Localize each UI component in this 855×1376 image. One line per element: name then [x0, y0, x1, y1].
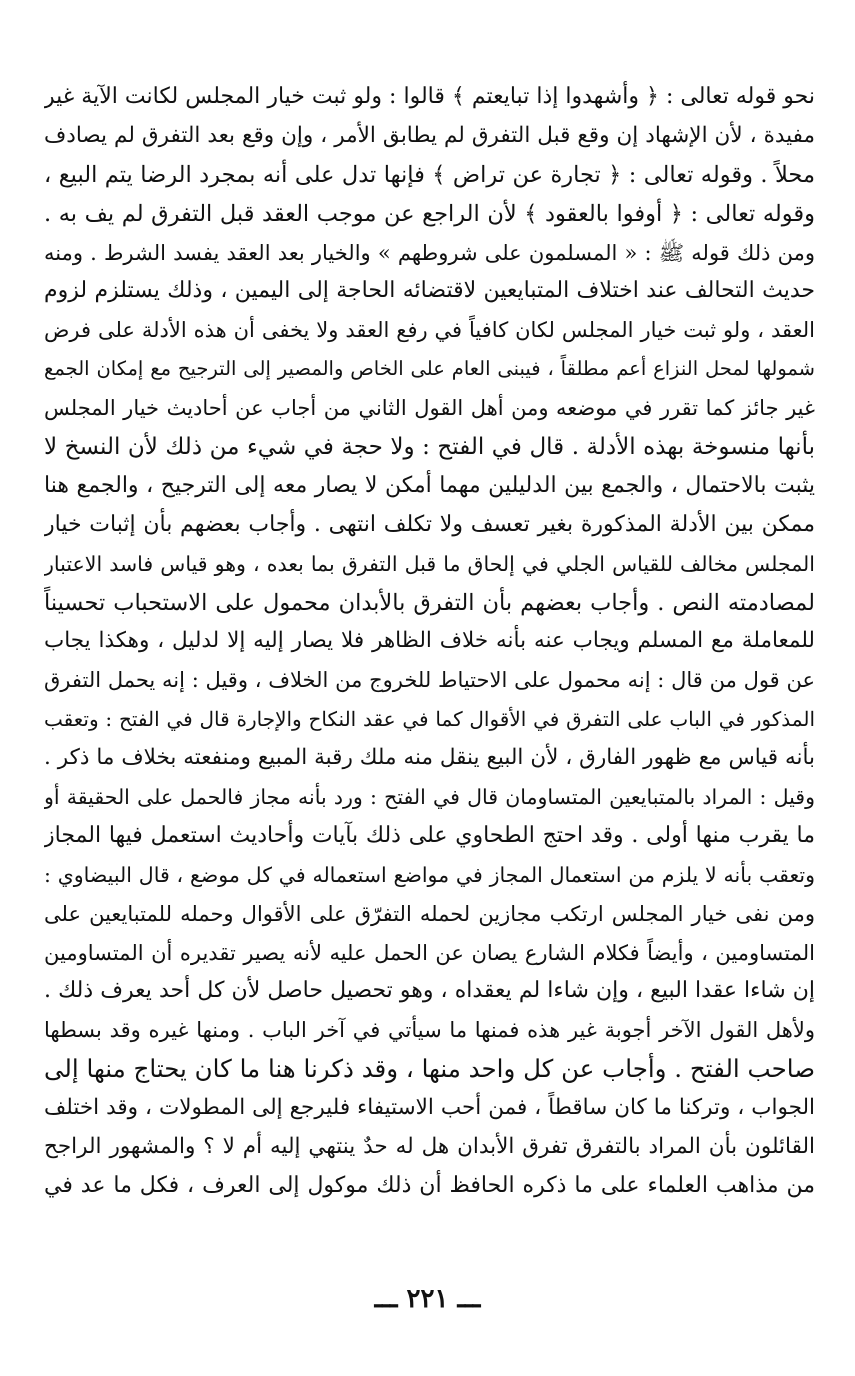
text-line: وقوله تعالى : ﴿ أوفوا بالعقود ﴾ لأن الراجع عن موجب العقد قبل التفرق لم يف به . [44, 200, 815, 227]
text-line: محلاً . وقوله تعالى : ﴿ تجارة عن تراض ﴾ فإنها تدل على أنه بمجرد الرضا يتم البيع ، [44, 161, 815, 188]
text-line: المجلس مخالف للقياس الجلي في إلحاق ما قبل التفرق بما بعده ، وهو قياس فاسد الاعتبار [44, 551, 815, 576]
text-line: العقد ، ولو ثبت خيار المجلس لكان كافياً في رفع العقد ولا يخفى أن هذه الأدلة على فرض [44, 318, 815, 343]
text-line: ولأهل القول الآخر أجوبة غير هذه فمنها ما سيأتي في آخر الباب . ومنها غيره وقد بسطها [44, 1018, 815, 1043]
text-line: القائلون بأن المراد بالتفرق تفرق الأبدان هل له حدٌ ينتهي إليه أم لا ؟ والمشهور الراجح [44, 1134, 815, 1160]
text-line: ممكن بين الأدلة المذكورة بغير تعسف ولا تكلف انتهى . وأجاب بعضهم بأن إثبات خيار [44, 511, 815, 537]
text-line: بأنها منسوخة بهذه الأدلة . قال في الفتح : ولا حجة في شيء من ذلك لأن النسخ لا [44, 434, 815, 461]
text-line: من مذاهب العلماء على ما ذكره الحافظ أن ذلك موكول إلى العرف ، فكل ما عد في [44, 1172, 815, 1198]
text-line: إن شاءا عقدا البيع ، وإن شاءا لم يعقداه ، وهو تحصيل حاصل لأن كل أحد يعرف ذلك . [44, 978, 815, 1004]
text-line: للمعاملة مع المسلم ويجاب عنه بأنه خلاف الظاهر فلا يصار إليه إلا لدليل ، وهكذا يجاب [44, 628, 815, 654]
text-line: بأنه قياس مع ظهور الفارق ، لأن البيع ينقل منه ملك رقبة المبيع ومنفعته بخلاف ما ذكر . [44, 745, 815, 771]
text-line: ومن نفى خيار المجلس ارتكب مجازين لحمله التفرّق على الأقوال وحمله للمتبايعين على [44, 901, 815, 926]
body-text [44, 78, 815, 1206]
text-line: المذكور في الباب على التفرق في الأقوال كما في عقد النكاح والإجارة قال في الفتح : وتعقب [44, 707, 815, 732]
text-line: مفيدة ، لأن الإشهاد إن وقع قبل التفرق لم يطابق الأمر ، وإن وقع بعد التفرق لم يصادف [44, 122, 815, 148]
text-line: حديث التحالف عند اختلاف المتبايعين لاقتضائه الحاجة إلى اليمين ، وذلك يستلزم لزوم [44, 278, 815, 304]
text-line: لمصادمته النص . وأجاب بعضهم بأن التفرق بالأبدان محمول على الاستحباب تحسيناً [44, 589, 815, 616]
text-line: يثبت بالاحتمال ، والجمع بين الدليلين مهما أمكن لا يصار معه إلى الترجيح ، والجمع هنا [44, 472, 815, 498]
text-line: صاحب الفتح . وأجاب عن كل واحد منها ، وقد ذكرنا هنا ما كان يحتاج منها إلى [44, 1054, 815, 1084]
text-line: وتعقب بأنه لا يلزم من استعمال المجاز في مواضع استعماله في كل موضع ، قال البيضاوي : [44, 862, 815, 887]
page-footer [0, 1284, 855, 1314]
text-line: شمولها لمحل النزاع أعم مطلقاً ، فيبنى العام على الخاص والمصير إلى الترجيح مع إمكان الجمع [44, 357, 815, 381]
text-line: عن قول من قال : إنه محمول على الاحتياط للخروج من الخلاف ، وقيل : إنه يحمل التفرق [44, 668, 815, 693]
text-line: ومن ذلك قوله ﷺ : « المسلمون على شروطهم » والخيار بعد العقد يفسد الشرط . ومنه [44, 240, 815, 265]
text-line: ما يقرب منها أولى . وقد احتج الطحاوي على ذلك بآيات وأحاديث استعمل فيها المجاز [44, 822, 815, 848]
text-line: وقيل : المراد بالمتبايعين المتساومان قال في الفتح : ورد بأنه مجاز فالحمل على الحقيقة أو [44, 785, 815, 810]
text-line: نحو قوله تعالى : ﴿ وأشهدوا إذا تبايعتم ﴾ قالوا : ولو ثبت خيار المجلس لكانت الآية غير [44, 84, 815, 109]
page-number: ـــ ٢٢١ ـــ [374, 1284, 481, 1314]
text-line: الجواب ، وتركنا ما كان ساقطاً ، فمن أحب الاستيفاء فليرجع إلى المطولات ، وقد اختلف [44, 1095, 815, 1121]
text-line: المتساومين ، وأيضاً فكلام الشارع يصان عن الحمل عليه لأنه يصير تقديره أن المتساومين [44, 940, 815, 965]
text-line: غير جائز كما تقرر في موضعه ومن أهل القول الثاني من أجاب عن أحاديث خيار المجلس [44, 396, 815, 421]
